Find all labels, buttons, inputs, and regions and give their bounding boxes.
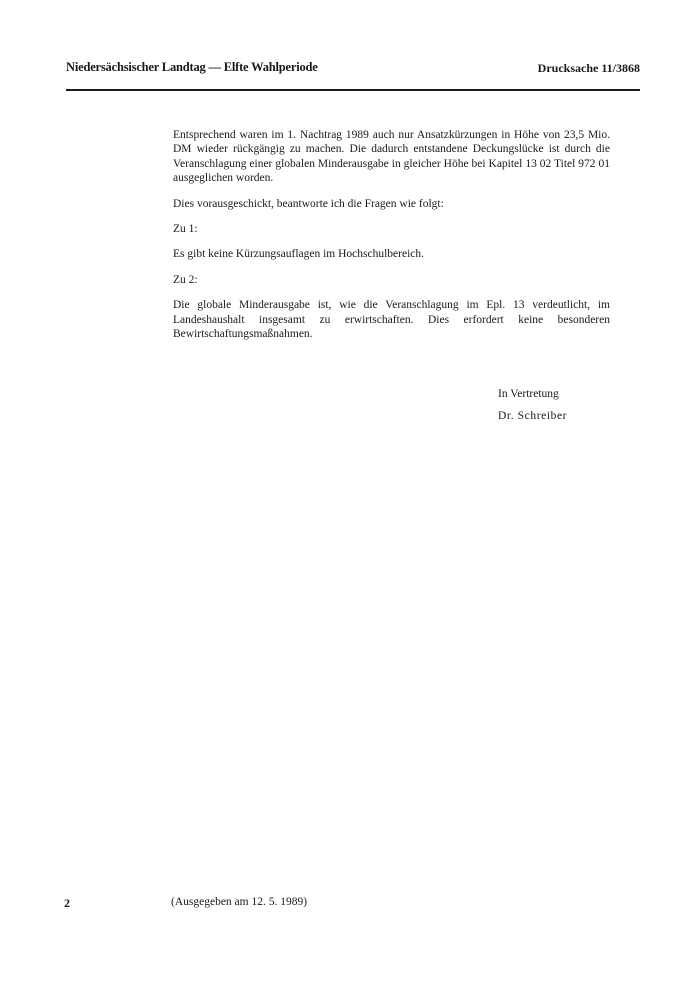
spacer (173, 186, 610, 197)
document-reference: Drucksache 11/3868 (537, 61, 640, 75)
signature-role: In Vertretung (498, 388, 559, 400)
paragraph: Dies vorausgeschickt, beantworte ich die Fragen wie folgt: (173, 197, 444, 210)
question-2-answer: Die globale Minderausgabe ist, wie die Veranschlagung im Epl. 13 verdeutlicht, im Landeshaushalt insgesamt zu erwirtschaften. Dies erfordert keine besonderen Bewirtschaftungsmaßnahmen. (173, 299, 610, 341)
spacer (173, 211, 610, 222)
spacer (173, 236, 610, 247)
page-number: 2 (64, 896, 70, 910)
issue-date: (Ausgegeben am 12. 5. 1989) (171, 896, 308, 908)
question-1-answer: Es gibt keine Kürzungsauflagen im Hochschulbereich. (173, 248, 425, 261)
paragraph: Entsprechend waren im 1. Nachtrag 1989 auch nur Ansatzkürzungen in Höhe von 23,5 Mio. DM wieder rückgängig zu machen. Die dadurch entstandene Deckungslücke ist durch die Veranschlagung einer globalen Minderausgabe in gleicher Höhe bei Kapitel 13 02 Titel 972 01 ausgeglichen worden. (173, 129, 610, 185)
question-1-heading: Zu 1: (173, 223, 198, 236)
signature-block (498, 383, 567, 427)
header-divider (66, 89, 640, 91)
spacer (173, 262, 610, 273)
spacer (173, 287, 610, 298)
header-title: Niedersächsischer Landtag — Elfte Wahlperiode (66, 60, 318, 74)
document-body (173, 128, 610, 341)
signature-name: Dr. Schreiber (498, 410, 568, 422)
question-2-heading: Zu 2: (173, 273, 198, 286)
